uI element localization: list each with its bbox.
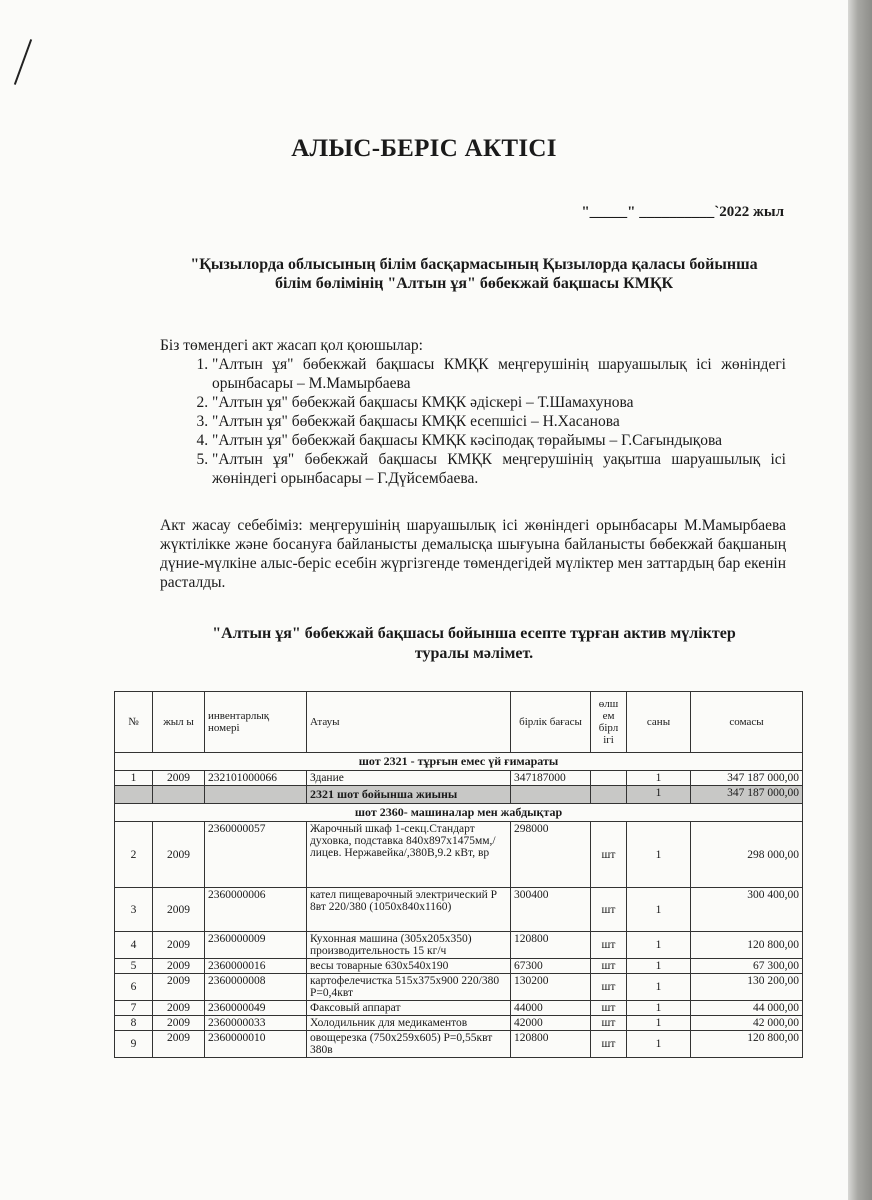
cell-year: 2009 (153, 888, 205, 932)
cell-year: 2009 (153, 822, 205, 888)
col-header: № (115, 692, 153, 753)
organization-line: "Қызылорда облысының білім басқармасының Қызылорда қаласы бойынша (190, 256, 758, 273)
document-title: АЛЫС-БЕРІС АКТІСІ (291, 135, 557, 162)
cell-quantity: 1 (627, 1001, 691, 1016)
table-row (115, 822, 803, 888)
members-list (160, 355, 786, 488)
cell-inventory: 2360000006 (205, 888, 307, 932)
cell-year: 2009 (153, 771, 205, 786)
cell-unit: шт (591, 822, 627, 888)
cell-unit-price: 347187000 (511, 771, 591, 786)
table-row (115, 1031, 803, 1058)
section-row (115, 804, 803, 822)
table-row (115, 932, 803, 959)
cell-sum: 300 400,00 (691, 888, 803, 932)
cell-year: 2009 (153, 1031, 205, 1058)
section-row (115, 753, 803, 771)
cell-inventory: 2360000008 (205, 974, 307, 1001)
cell-name: кател пищеварочный электрический Р 8вт 220/380 (1050x840x1160) (307, 888, 511, 932)
cell-number: 1 (115, 771, 153, 786)
section-label: шот 2360- машиналар мен жабдықтар (115, 804, 803, 822)
member-item: 3. "Алтын ұя" бөбекжай бақшасы КМҚК есепшісі – Н.Хасанова (212, 412, 786, 431)
table-heading-line: туралы мәлімет. (414, 645, 534, 662)
cell-number: 9 (115, 1031, 153, 1058)
cell-inventory: 2360000016 (205, 959, 307, 974)
table-row (115, 888, 803, 932)
cell-name: Холодильник для медикаментов (307, 1016, 511, 1031)
cell-year: 2009 (153, 959, 205, 974)
cell-inventory: 2360000009 (205, 932, 307, 959)
col-header: сомасы (691, 692, 803, 753)
cell-sum: 42 000,00 (691, 1016, 803, 1031)
total-label: 2321 шот бойынша жиыны (307, 786, 511, 804)
cell-year: 2009 (153, 932, 205, 959)
cell-unit-price: 298000 (511, 822, 591, 888)
cell-unit: шт (591, 974, 627, 1001)
cell-unit-price: 120800 (511, 1031, 591, 1058)
table-row (115, 771, 803, 786)
cell-quantity: 1 (627, 888, 691, 932)
col-header: бірлік бағасы (511, 692, 591, 753)
table-row (115, 1001, 803, 1016)
cell-sum: 120 800,00 (691, 932, 803, 959)
organization-name (160, 255, 788, 293)
col-header: Атауы (307, 692, 511, 753)
cell-unit: шт (591, 888, 627, 932)
cell-unit: шт (591, 1031, 627, 1058)
cell-unit-price: 44000 (511, 1001, 591, 1016)
cell-number: 8 (115, 1016, 153, 1031)
cell-unit-price: 300400 (511, 888, 591, 932)
cell-sum: 130 200,00 (691, 974, 803, 1001)
cell-year: 2009 (153, 974, 205, 1001)
cell-number: 7 (115, 1001, 153, 1016)
cell-sum: 347 187 000,00 (691, 771, 803, 786)
cell-name: Здание (307, 771, 511, 786)
cell-name: Жарочный шкаф 1-секц.Стандарт духовка, подставка 840x897x1475мм,/лицев. Нержавейка/,380В,9.2 кВт, вр (307, 822, 511, 888)
table-row (115, 1016, 803, 1031)
cell-inventory: 2360000049 (205, 1001, 307, 1016)
intro-text: Біз төмендегі акт жасап қол қоюшылар: (160, 337, 423, 354)
cell-inventory: 2360000033 (205, 1016, 307, 1031)
reason-paragraph: Акт жасау себебіміз: меңгерушінің шаруашылық ісі жөніндегі орынбасары М.Мамырбаева жүктілікке және босануға байланысты демалысқа шығуына байланысты бөбекжай бақшаның дүние-мүлкіне алыс-беріс есебін жүргізгенде төмендегідей мүліктер мен заттардың бар екенін расталды. (160, 517, 786, 591)
organization-line: білім бөлімінің "Алтын ұя" бөбекжай бақшасы КМҚК (274, 275, 674, 292)
total-quantity: 1 (627, 786, 691, 804)
member-item: 4. "Алтын ұя" бөбекжай бақшасы КМҚК кәсіподақ төрайымы – Г.Сағындықова (212, 431, 786, 450)
cell-sum: 44 000,00 (691, 1001, 803, 1016)
cell-quantity: 1 (627, 822, 691, 888)
cell-number: 3 (115, 888, 153, 932)
member-item: 1. "Алтын ұя" бөбекжай бақшасы КМҚК меңгерушінің шаруашылық ісі жөніндегі орынбасары – М.Мамырбаева (212, 355, 786, 393)
cell-unit: шт (591, 959, 627, 974)
cell-inventory: 232101000066 (205, 771, 307, 786)
cell-name: картофелечистка 515x375x900 220/380 Р=0,4квт (307, 974, 511, 1001)
cell-name: Кухонная машина (305x205x350) производительность 15 кг/ч (307, 932, 511, 959)
section-label: шот 2321 - тұрғын емес үй ғимараты (115, 753, 803, 771)
cell-number: 6 (115, 974, 153, 1001)
cell-unit (591, 771, 627, 786)
cell-quantity: 1 (627, 959, 691, 974)
member-item: 2. "Алтын ұя" бөбекжай бақшасы КМҚК әдіскері – Т.Шамахунова (212, 393, 786, 412)
scan-edge (848, 0, 872, 1200)
cell-quantity: 1 (627, 1016, 691, 1031)
assets-table (114, 691, 803, 1058)
cell-unit: шт (591, 1001, 627, 1016)
table-heading-line: "Алтын ұя" бөбекжай бақшасы бойынша есепте тұрған актив мүліктер (212, 625, 736, 642)
total-row (115, 786, 803, 804)
member-item: 5. "Алтын ұя" бөбекжай бақшасы КМҚК меңгерушінің уақытша шаруашылық ісі жөніндегі орынбасары – Г.Дүйсембаева. (212, 450, 786, 488)
cell-inventory: 2360000010 (205, 1031, 307, 1058)
col-header: жыл ы (153, 692, 205, 753)
cell-quantity: 1 (627, 771, 691, 786)
table-row (115, 974, 803, 1001)
cell-unit-price: 67300 (511, 959, 591, 974)
cell-inventory: 2360000057 (205, 822, 307, 888)
cell-year: 2009 (153, 1016, 205, 1031)
cell-number: 4 (115, 932, 153, 959)
cell-number: 2 (115, 822, 153, 888)
cell-quantity: 1 (627, 974, 691, 1001)
cell-number: 5 (115, 959, 153, 974)
table-heading (160, 624, 788, 664)
col-header: саны (627, 692, 691, 753)
cell-unit-price: 130200 (511, 974, 591, 1001)
cell-name: Факсовый аппарат (307, 1001, 511, 1016)
document-date: "_____" __________`2022 жыл (581, 204, 784, 220)
cell-sum: 298 000,00 (691, 822, 803, 888)
cell-quantity: 1 (627, 932, 691, 959)
total-sum: 347 187 000,00 (691, 786, 803, 804)
cell-unit: шт (591, 932, 627, 959)
col-header: өлш ем бірл ігі (591, 692, 627, 753)
table-row (115, 959, 803, 974)
cell-unit-price: 120800 (511, 932, 591, 959)
cell-unit: шт (591, 1016, 627, 1031)
cell-name: весы товарные 630x540x190 (307, 959, 511, 974)
cell-year: 2009 (153, 1001, 205, 1016)
cell-quantity: 1 (627, 1031, 691, 1058)
cell-sum: 120 800,00 (691, 1031, 803, 1058)
cell-name: овощерезка (750x259x605) Р=0,55квт 380в (307, 1031, 511, 1058)
cell-sum: 67 300,00 (691, 959, 803, 974)
table-header-row (115, 692, 803, 753)
col-header: инвентарлық номері (205, 692, 307, 753)
cell-unit-price: 42000 (511, 1016, 591, 1031)
